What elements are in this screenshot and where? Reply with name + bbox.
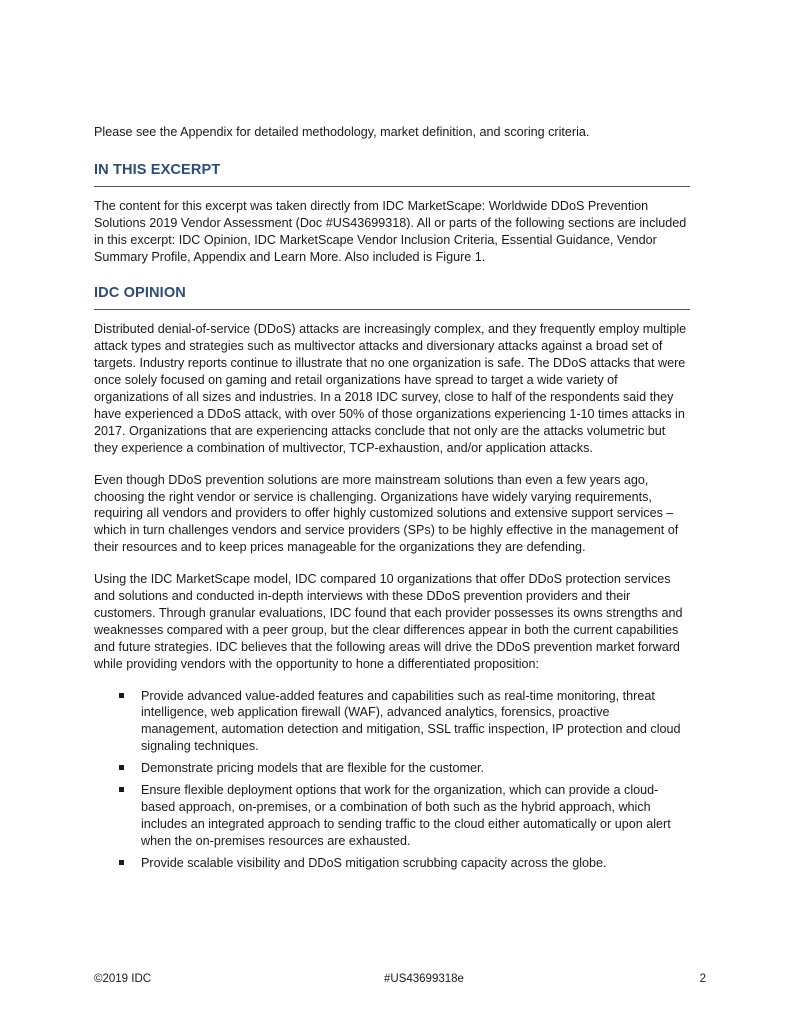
intro-paragraph: Please see the Appendix for detailed methodology, market definition, and scoring criteria.: [94, 125, 590, 139]
section-in-this-excerpt: [94, 162, 690, 266]
square-bullet-icon: [119, 860, 124, 865]
list-item-text: Demonstrate pricing models that are flexible for the customer.: [141, 761, 484, 776]
section-heading: IN THIS EXCERPT: [94, 162, 690, 187]
list-item: [119, 688, 690, 756]
list-item: [119, 782, 690, 850]
footer-doc-number: #US43699318e: [384, 973, 464, 985]
section-heading: IDC OPINION: [94, 285, 690, 310]
square-bullet-icon: [119, 765, 124, 770]
excerpt-paragraph: The content for this excerpt was taken directly from IDC MarketScape: Worldwide DDoS Prevention Solutions 2019 Vendor Assessment (Doc #US43699318). All or parts of the following sections are included in this excerpt: IDC Opinion, IDC MarketScape Vendor Inclusion Criteria, Essential Guidance, Vendor Summary Profile, Appendix and Learn More. Also included is Figure 1.: [94, 198, 687, 264]
page-footer: [94, 973, 706, 989]
section-idc-opinion: [94, 285, 690, 871]
opinion-paragraph: Distributed denial-of-service (DDoS) attacks are increasingly complex, and they frequently employ multiple attack types and strategies such as multivector attacks and diversionary attacks against a broad set of targets. Industry reports continue to illustrate that no one organization is safe. The DDoS attacks that were once solely focused on gaming and retail organizations have spread to target a wide variety of organizations of all sizes and industries. In a 2018 IDC survey, close to half of the respondents said they have experienced a DDoS attack, with over 50% of those organizations experiencing 1-10 times attacks in 2017. Organizations that are experiencing attacks conclude that not only are the attacks volumetric but they experience a combination of multivector, TCP-exhaustion, and/or application attacks.: [94, 322, 687, 455]
document-body: [94, 124, 690, 892]
opinion-paragraph: Using the IDC MarketScape model, IDC compared 10 organizations that offer DDoS protection services and solutions and conducted in-depth interviews with these DDoS prevention providers and their customers. Through granular evaluations, IDC found that each provider possesses its owns strengths and weaknesses compared with a peer group, but the clear differences appear in both the current capabilities and future strategies. IDC believes that the following areas will drive the DDoS prevention market forward while providing vendors with the opportunity to hone a differentiated proposition:: [94, 572, 683, 671]
list-item: [119, 855, 690, 872]
square-bullet-icon: [119, 787, 124, 792]
list-item-text: Provide advanced value-added features and capabilities such as real-time monitoring, threat intelligence, web application firewall (WAF), advanced analytics, forensics, proactive management, automation detection and mitigation, SSL traffic inspection, IP protection and cloud signaling techniques.: [141, 688, 681, 754]
bullet-list: [94, 688, 690, 872]
footer-copyright: ©2019 IDC: [94, 973, 152, 985]
footer-page-number: 2: [699, 973, 706, 985]
opinion-paragraph: Even though DDoS prevention solutions are more mainstream solutions than even a few years ago, choosing the right vendor or service is challenging. Organizations have widely varying requirements, requiring all vendors and providers to offer highly customized solutions and extensive support services – which in turn challenges vendors and service providers (SPs) to be highly effective in the management of their resources and to keep prices manageable for the organizations they are defending.: [94, 472, 679, 555]
list-item-text: Provide scalable visibility and DDoS mitigation scrubbing capacity across the globe.: [141, 855, 607, 870]
square-bullet-icon: [119, 693, 124, 698]
list-item-text: Ensure flexible deployment options that work for the organization, which can provide a cloud-based approach, on-premises, or a combination of both such as the hybrid approach, which includes an integrated approach to sending traffic to the cloud either automatically or upon alert when the on-premises resources are exhausted.: [141, 783, 671, 848]
list-item: [119, 760, 690, 777]
